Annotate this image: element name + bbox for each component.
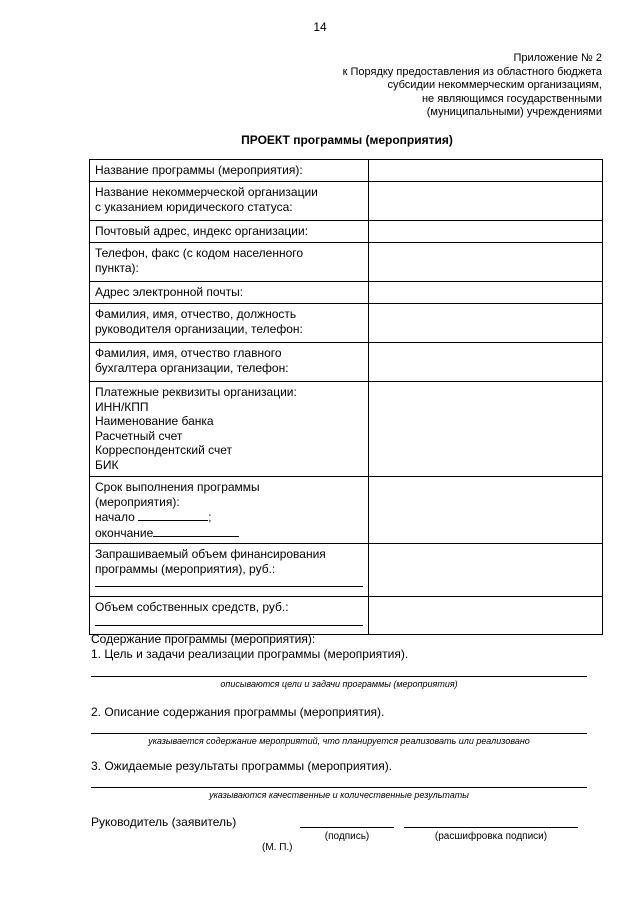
field-label-payment-details: Платежные реквизиты организации: ИНН/КПП Наименование банка Расчетный счет Корреспондентский счет БИК: [90, 382, 369, 477]
form-title: ПРОЕКТ программы (мероприятия): [241, 133, 453, 147]
field-value-own-funds[interactable]: [369, 597, 603, 635]
content-item-3: 3. Ожидаемые результаты программы (мероприятия).: [91, 759, 393, 773]
table-row: [90, 182, 603, 221]
field-value-duration[interactable]: [369, 477, 603, 544]
table-row: [90, 343, 603, 382]
field-label-duration: Срок выполнения программы (мероприятия): начало ; окончание: [90, 477, 369, 544]
table-row: [90, 243, 603, 282]
hint-description[interactable]: указывается содержание мероприятий, что планируется реализовать или реализовано: [91, 733, 587, 746]
field-label-accountant: Фамилия, имя, отчество главного бухгалтера организации, телефон:: [90, 343, 369, 382]
appendix-line: субсидии некоммерческим организациям,: [387, 79, 602, 91]
appendix-line: (муниципальными) учреждениями: [426, 106, 602, 118]
signature-hint: (подпись): [324, 831, 370, 842]
content-item-2: 2. Описание содержания программы (мероприятия).: [91, 705, 385, 719]
hint-goals[interactable]: описываются цели и задачи программы (мероприятия): [91, 676, 587, 689]
field-value-phone[interactable]: [369, 243, 603, 282]
field-value-organization-name[interactable]: [369, 182, 603, 221]
field-label-organization-name: Название некоммерческой организации с указанием юридического статуса:: [90, 182, 369, 221]
page-number: 14: [313, 20, 327, 34]
table-row: [90, 160, 603, 182]
field-value-accountant[interactable]: [369, 343, 603, 382]
table-row: [90, 382, 603, 477]
table-row: [90, 282, 603, 304]
requested-funding-line[interactable]: [95, 576, 363, 587]
signature-decode-hint: (расшифровка подписи): [434, 831, 548, 842]
hint-results[interactable]: указываются качественные и количественные результаты: [91, 787, 587, 800]
stamp-placeholder: (М. П.): [262, 842, 293, 853]
end-label: окончание: [95, 525, 154, 540]
appendix-line: Приложение № 2: [513, 52, 602, 64]
signature-head-label: Руководитель (заявитель): [91, 815, 237, 829]
appendix-line: к Порядку предоставления из областного бюджета: [342, 65, 602, 78]
field-label-program-name: Название программы (мероприятия):: [90, 160, 369, 182]
field-label-phone: Телефон, факс (с кодом населенного пункта):: [90, 243, 369, 282]
start-date-line[interactable]: [138, 509, 208, 521]
field-value-program-name[interactable]: [369, 160, 603, 182]
signature-decode-line[interactable]: [404, 827, 578, 842]
own-funds-line[interactable]: [95, 615, 363, 626]
table-row: [90, 544, 603, 597]
table-row: [90, 477, 603, 544]
appendix-header: [343, 52, 602, 120]
field-value-director[interactable]: [369, 304, 603, 343]
field-value-payment-details[interactable]: [369, 382, 603, 477]
table-row: [90, 221, 603, 243]
signature-line[interactable]: [300, 827, 394, 842]
field-label-postal-address: Почтовый адрес, индекс организации:: [90, 221, 369, 243]
program-form-table: [89, 159, 603, 635]
table-row: [90, 597, 603, 635]
field-value-requested-funding[interactable]: [369, 544, 603, 597]
field-label-director: Фамилия, имя, отчество, должность руководителя организации, телефон:: [90, 304, 369, 343]
content-heading: Содержание программы (мероприятия):: [91, 632, 316, 646]
appendix-line: не являющимся государственными: [421, 92, 602, 105]
field-label-email: Адрес электронной почты:: [90, 282, 369, 304]
end-date-line[interactable]: [153, 525, 239, 537]
start-label: начало: [95, 510, 135, 524]
field-value-email[interactable]: [369, 282, 603, 304]
field-label-own-funds: Объем собственных средств, руб.:: [90, 597, 369, 635]
content-item-1: 1. Цель и задачи реализации программы (мероприятия).: [91, 647, 409, 661]
field-label-requested-funding: Запрашиваемый объем финансирования программы (мероприятия), руб.:: [90, 544, 369, 597]
table-row: [90, 304, 603, 343]
field-value-postal-address[interactable]: [369, 221, 603, 243]
start-semicolon: ;: [208, 510, 212, 524]
